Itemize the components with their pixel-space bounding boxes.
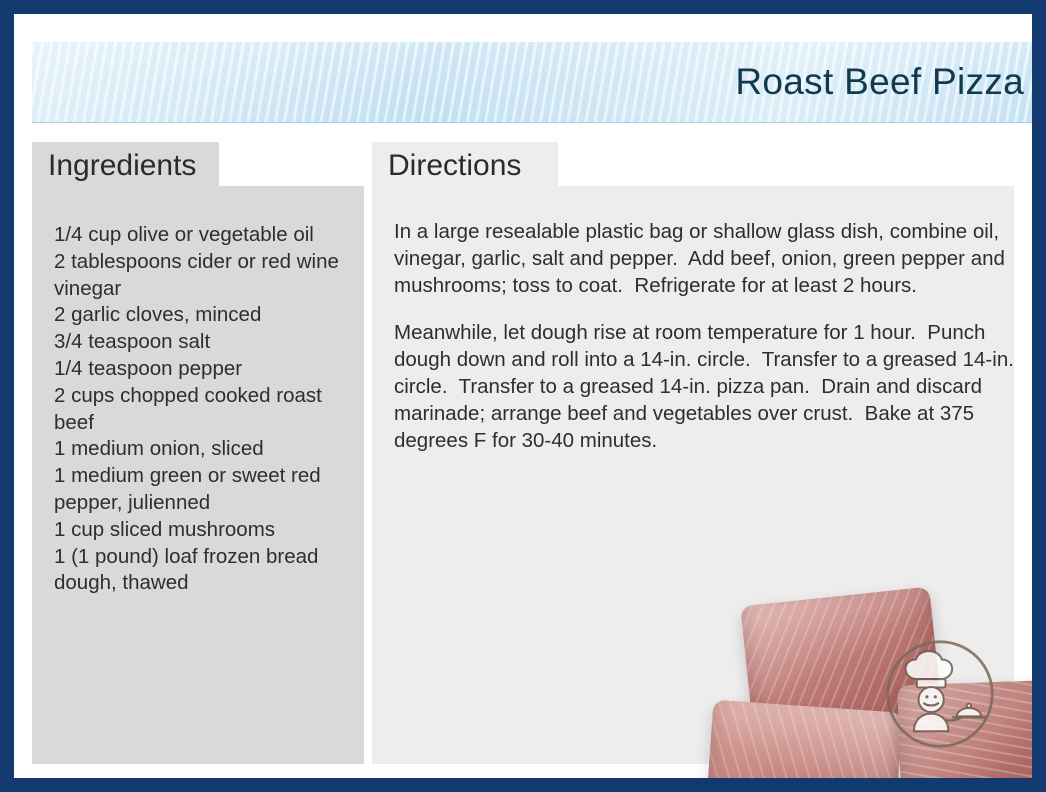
ingredients-panel — [32, 186, 364, 764]
directions-panel — [372, 186, 1020, 764]
list-item: 1 medium onion, sliced — [54, 437, 264, 461]
title-banner — [32, 42, 1038, 123]
photo-shadow — [716, 786, 1046, 792]
chef-with-cloche-logo — [884, 638, 996, 750]
list-item: 2 cups chopped cooked roast beef — [54, 383, 322, 434]
ingredients-heading: Ingredients — [48, 149, 197, 182]
slide-inner — [28, 28, 1024, 764]
directions-text — [394, 218, 1034, 474]
directions-tab — [372, 142, 558, 190]
list-item: 1 (1 pound) loaf frozen bread dough, thawed — [54, 544, 319, 595]
directions-heading: Directions — [388, 149, 522, 182]
list-item: 1 medium green or sweet red pepper, julienned — [54, 464, 321, 514]
list-item: 1/4 teaspoon pepper — [54, 356, 243, 380]
directions-paragraph: Meanwhile, let dough rise at room temperature for 1 hour. Punch dough down and roll into a 14-in. circle. Transfer to a greased 14-in. circle. Transfer to a greased 14-in. pizza pan. Drain and discard marinade; arrange beef and vegetables over crust. Bake at 375 degrees F for 30-40 minutes. — [394, 321, 1020, 452]
ingredients-list — [54, 222, 350, 597]
directions-paragraph: In a large resealable plastic bag or shallow glass dish, combine oil, vinegar, garlic, salt and pepper. Add beef, onion, green pepper and mushrooms; toss to coat. Refrigerate for at least 2 hours. — [394, 220, 1011, 297]
list-item: 3/4 teaspoon salt — [54, 330, 211, 354]
list-item: 2 tablespoons cider or red wine vinegar — [54, 249, 339, 300]
list-item: 2 garlic cloves, minced — [54, 303, 262, 327]
list-item: 1 cup sliced mushrooms — [54, 517, 276, 541]
page-title: Roast Beef Pizza — [735, 61, 1024, 102]
ingredients-tab — [32, 142, 219, 190]
beef-cube — [703, 700, 903, 792]
list-item: 1/4 cup olive or vegetable oil — [54, 223, 314, 246]
